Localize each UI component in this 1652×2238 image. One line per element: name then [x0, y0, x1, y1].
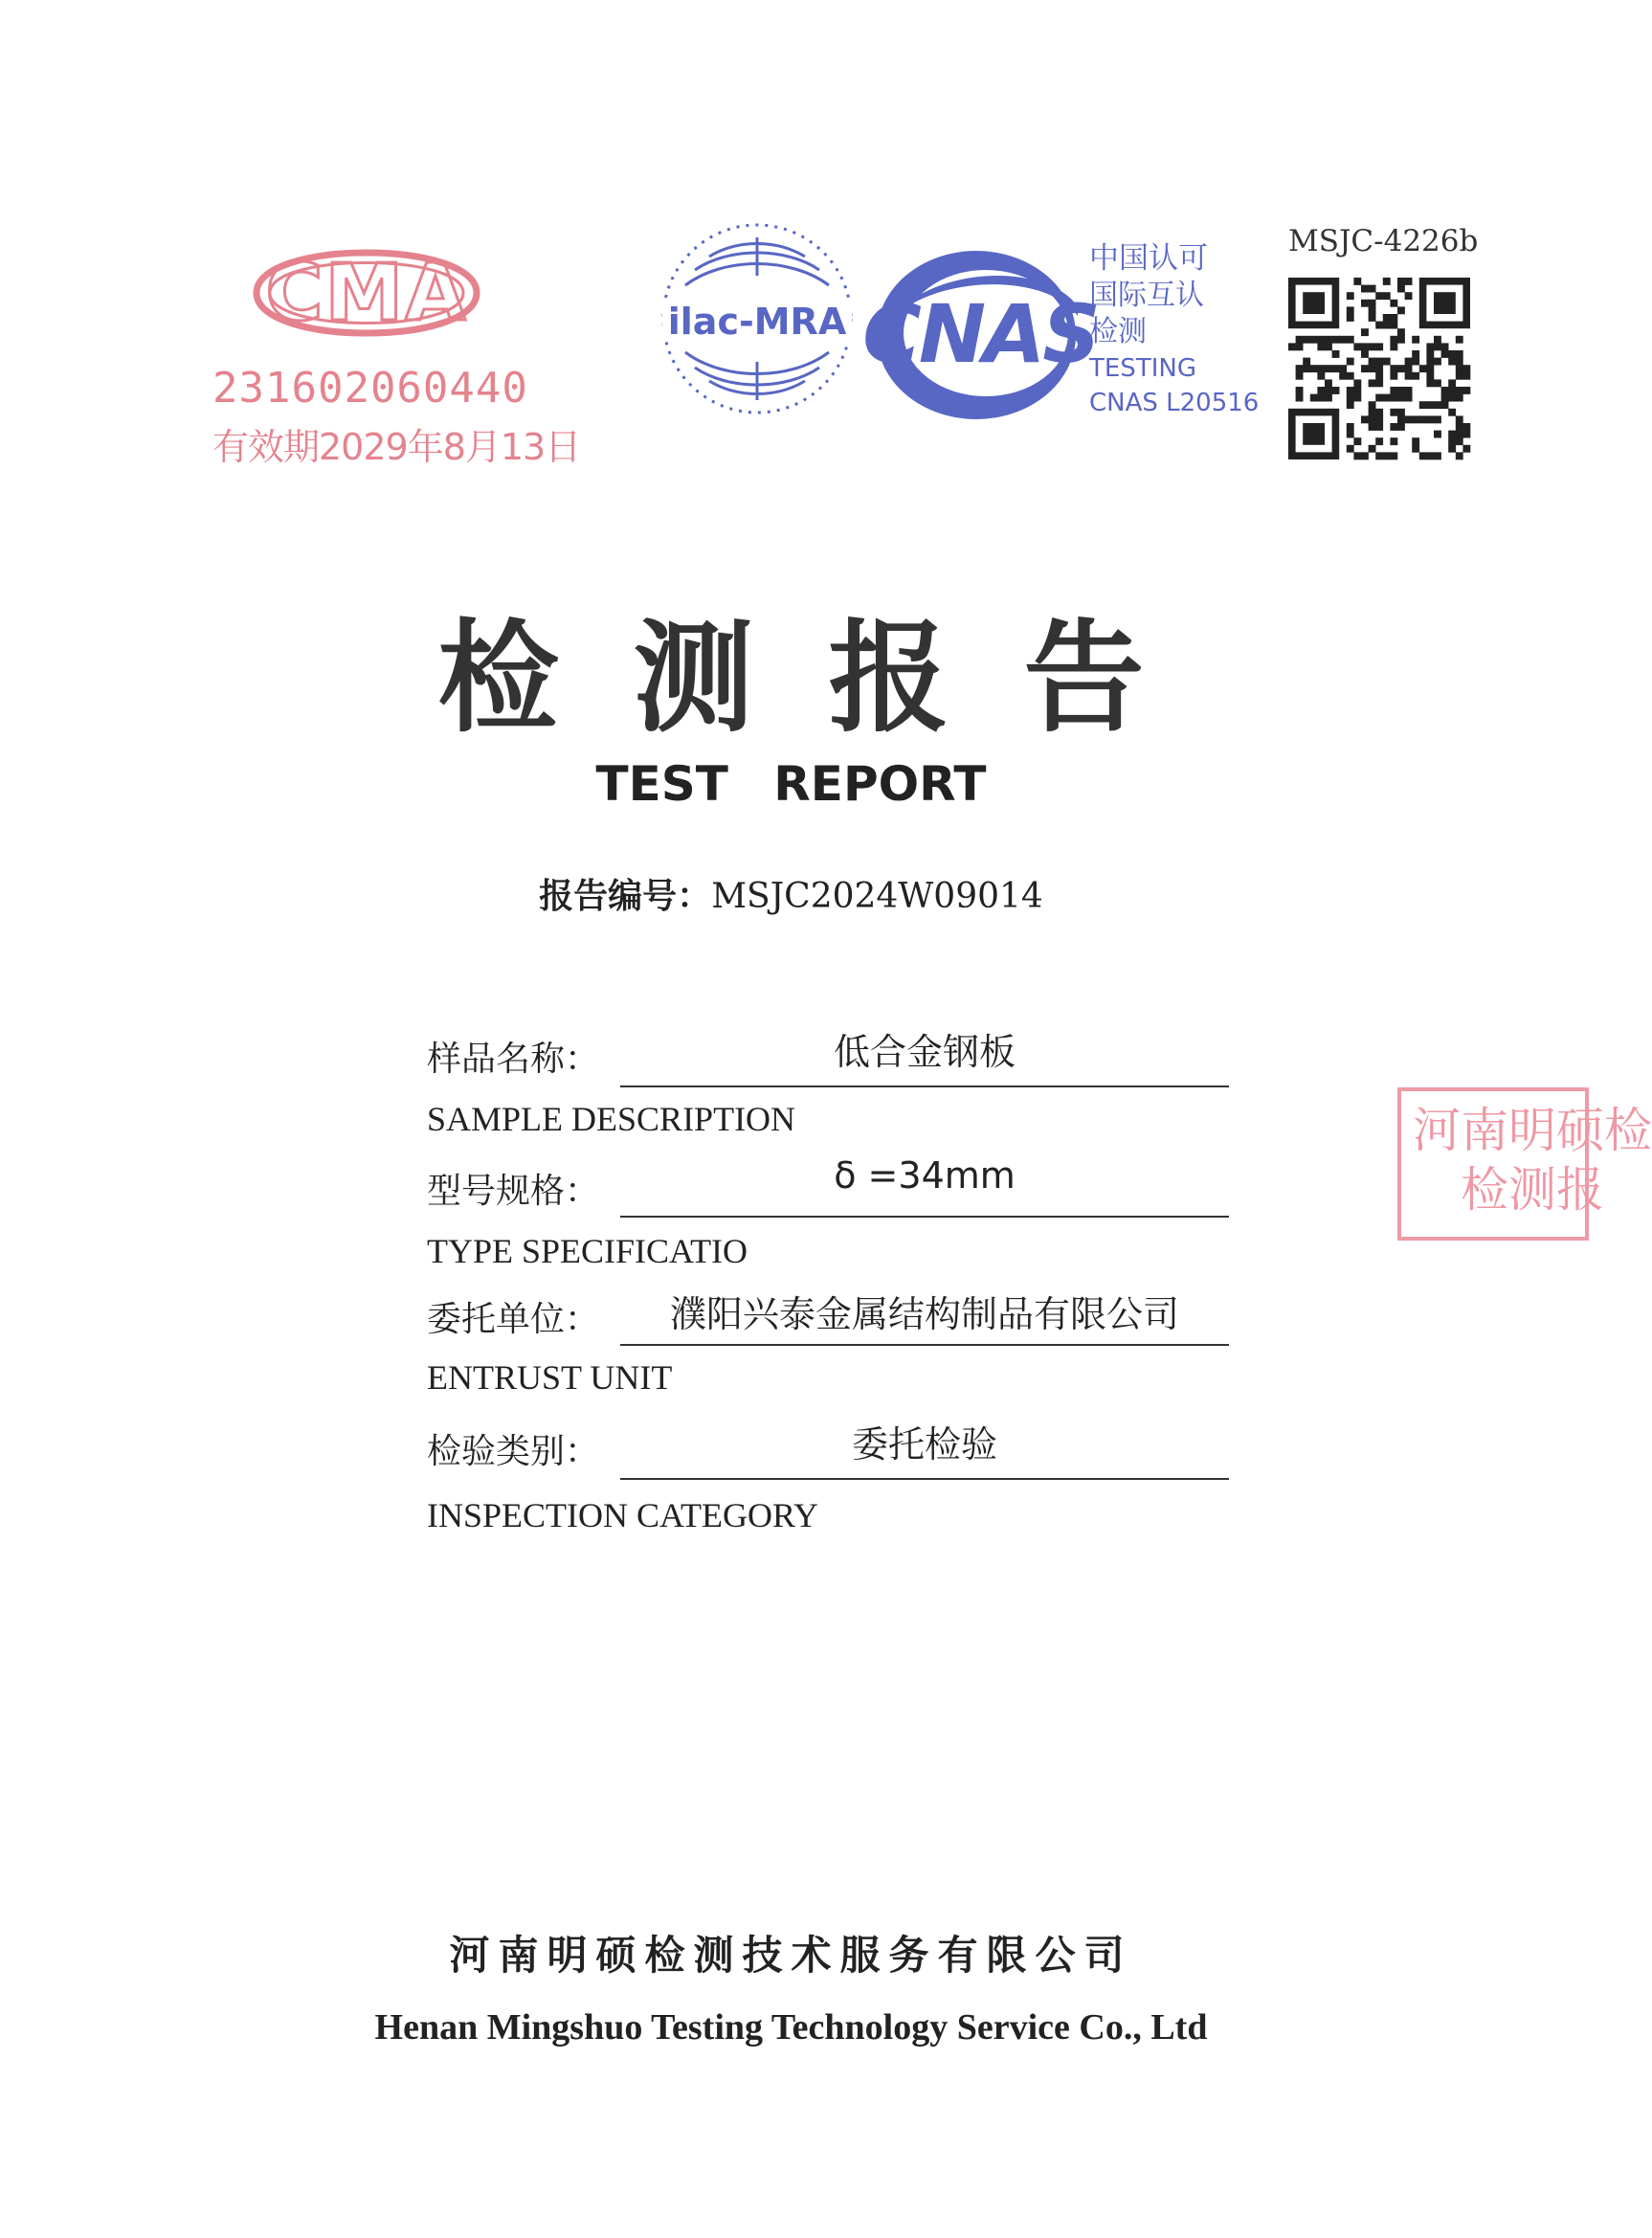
- ilac-text: ilac-MRA: [667, 301, 847, 343]
- company-name-cn: 河南明硕检测技术服务有限公司: [449, 1932, 1133, 1979]
- cma-valid-date: 有效期2029年8月13日: [212, 426, 581, 468]
- cnas-caption: [1089, 239, 1259, 419]
- cnas-cn-line1: 中国认可: [1089, 241, 1208, 276]
- type-spec-underline: [620, 1216, 1229, 1218]
- report-number-label: 报告编号：: [539, 877, 712, 916]
- entrust-unit-underline: [620, 1344, 1229, 1346]
- company-name-en: Henan Mingshuo Testing Technology Service Co., Ltd: [374, 2007, 1208, 2048]
- cnas-mark-icon: [861, 239, 1098, 431]
- cnas-cn-line2: 国际互认: [1089, 279, 1204, 312]
- seal-line1: 河南明硕检: [1413, 1103, 1652, 1158]
- cma-logo-text: CMA: [265, 248, 468, 339]
- type-spec-label-en: TYPE SPECIFICATIO: [427, 1232, 748, 1270]
- company-seal-stamp: [1397, 1087, 1652, 1241]
- cnas-logo: [861, 239, 1098, 431]
- report-number-value: MSJC2024W09014: [711, 877, 1043, 916]
- seal-line2: 检测报: [1461, 1162, 1604, 1218]
- page-title-cn: 检测报告: [437, 607, 1219, 749]
- cma-stamp: [209, 230, 581, 479]
- ilac-mra-logo: [657, 218, 858, 419]
- cnas-cn-line3: 检测: [1089, 315, 1147, 348]
- page-title-en: TEST REPORT: [595, 756, 987, 812]
- inspection-category-label: 检验类别：: [427, 1432, 600, 1471]
- cnas-text: CNAS: [862, 287, 1098, 381]
- cma-number: 231602060440: [212, 364, 528, 413]
- sample-name-label: 样品名称：: [427, 1040, 600, 1079]
- sample-name-value: 低合金钢板: [833, 1031, 1016, 1073]
- sample-name-label-en: SAMPLE DESCRIPTION: [427, 1100, 796, 1138]
- sample-name-underline: [620, 1085, 1229, 1087]
- type-spec-label: 型号规格：: [427, 1172, 600, 1211]
- entrust-unit-value: 濮阳兴泰金属结构制品有限公司: [669, 1293, 1179, 1335]
- inspection-category-underline: [620, 1478, 1229, 1480]
- qr-code-icon[interactable]: [1288, 278, 1470, 461]
- type-spec-value: δ =34mm: [834, 1154, 1016, 1197]
- inspection-category-value: 委托检验: [851, 1423, 997, 1466]
- cnas-number: CNAS L20516: [1089, 389, 1260, 417]
- cma-logo-icon: [237, 230, 496, 356]
- ilac-globe-icon: [657, 218, 858, 419]
- entrust-unit-label-en: ENTRUST UNIT: [427, 1358, 673, 1397]
- report-number: [0, 869, 1582, 918]
- cnas-testing: TESTING: [1089, 354, 1196, 383]
- entrust-unit-label: 委托单位：: [427, 1300, 600, 1339]
- document-code: MSJC-4226b: [1288, 224, 1479, 258]
- inspection-category-label-en: INSPECTION CATEGORY: [427, 1496, 819, 1534]
